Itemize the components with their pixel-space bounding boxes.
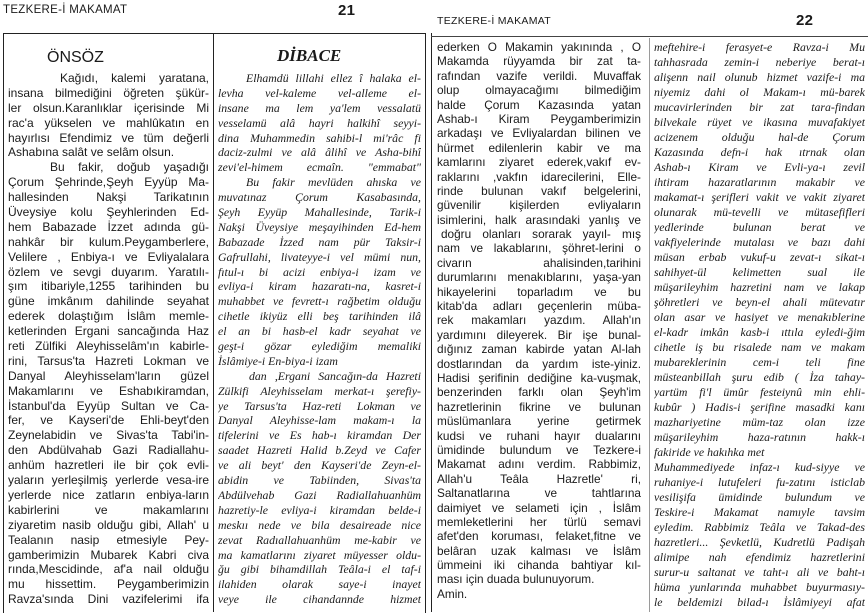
text-line: Tealanın nasip etmesiyle Pey- xyxy=(8,532,209,547)
text-line: yartüm fi'l ümûr festeiynû min ehli- xyxy=(654,385,865,399)
text-line: Ashab-ı Kiram Peygamberimizin xyxy=(437,111,641,126)
text-line: Zülkifi Aleyhisselam merkat-ı şerefiy- xyxy=(218,383,421,398)
text-line: Amin. xyxy=(437,586,468,601)
text-line: mubareklerinin cem-i teli fine xyxy=(654,355,865,369)
text-line: civarın ahalisinden,tarihini xyxy=(437,255,641,270)
text-line: hürmet edilenlerin kabir ve ma xyxy=(437,140,641,155)
text-line: müslümanlara yerine getirmek xyxy=(437,414,641,429)
text-line: olunarak mü-tevelli ve mütasefifleri xyxy=(654,205,865,219)
text-line: Elhamdü lillahi ellez î halaka el- xyxy=(246,71,421,85)
text-line: evliya-i kiram hazaratı-na, kasret-i xyxy=(218,279,421,294)
text-line: şöhretleri ve beyn-el ahali mütevatır xyxy=(654,295,865,309)
text-line: hem Babazade İzzet adında gü- xyxy=(8,219,209,234)
text-line: hazretleri... Şevketlü, Kudretlü Padişah xyxy=(654,535,865,549)
text-line: dan ,Ergani Sancağın-da Hazreti xyxy=(249,368,421,383)
running-title: TEZKERE-İ MAKAMAT xyxy=(437,15,551,27)
text-line: rında,Mescidinde, af'a nail olduğu xyxy=(8,562,209,577)
text-line: hayırlısı Efendimiz ve tüm değerli xyxy=(8,130,209,145)
text-line: Bu fakir mevlüden ahıska ve xyxy=(246,175,421,190)
text-line: levha vel-kaleme vel-alleme el- xyxy=(218,85,421,100)
text-line: Ravza'sında Dini vazifelerimi ifa xyxy=(8,592,209,607)
text-line: vesselamü alâ hayri halkihî seyyi- xyxy=(218,115,421,130)
text-line: şım itibariyle,1255 tarihinden bu xyxy=(8,279,209,294)
text-line: surur-u saltanat ve taht-ı ali ve baht-ı xyxy=(654,565,865,579)
text-line: Kazasında defn-i hak ıtrnak olan xyxy=(654,145,865,159)
text-line: cihetle iş bu risalede nam ve makam xyxy=(654,340,865,354)
text-line: İstanbul'da Eyyüp Sultan ve Ca- xyxy=(8,398,209,413)
text-line: ve ali beyt' den Kayseri'de Zeyn-el- xyxy=(218,458,421,473)
text-line: ihtiram hazaratlarının makabir ve xyxy=(654,175,865,189)
text-line: afet'den koruması, felaket,fitne ve xyxy=(437,529,641,544)
text-line: daciz-zulmi ve alâ âlihî ve Asha-bihî xyxy=(218,145,421,160)
text-line: bilvekale rüyet ve ikasına muvafakiyet xyxy=(654,115,865,129)
text-line: rafından vazife verildi. Muvaffak xyxy=(437,68,641,83)
text-line: ümmeini iki cihanda bahtiyar kıl- xyxy=(437,558,641,573)
text-line: raklarını ,vakfın idarecilerini, Elle- xyxy=(437,169,641,184)
text-line: müsan erbab vukuf-u zevat-ı sikat-ı xyxy=(654,250,865,264)
text-line: gamberimizin Mubarek Kabri civa xyxy=(8,547,209,562)
text-line: meskıı nede ve bila desaireade nice xyxy=(218,517,421,532)
text-line: olup olmayacağımı bilmediğim xyxy=(437,83,641,98)
text-line: mu hissettim. Peygamberimizin xyxy=(8,577,209,592)
text-line: muhabbet ve fevrett-ı rağbetim olduğu xyxy=(218,294,421,309)
text-line: hazretlerinin fikrine ve bulunan xyxy=(437,399,641,414)
text-line: ması için duada bulunuyorum. xyxy=(437,572,595,587)
text-line: Makamlarını ve Eshabıkiramdan, xyxy=(8,383,209,398)
text-line: eyledim. Rabbimiz Teâla ve Takad-des xyxy=(654,520,865,534)
text-line: benzerinden farklı olan Şeyh'im xyxy=(437,385,641,400)
text-line: fıtul-ı bi acizi enbiya-i izam ve xyxy=(218,264,421,279)
text-line: güvenilir kişilerden evliyaların xyxy=(437,198,641,213)
text-line: Hadisi şerifinin dediğine ka-vuşmak, xyxy=(437,370,641,385)
section-heading-onsoz: ÖNSÖZ xyxy=(47,49,104,66)
text-line: İslâmiye-i En-biya-i izam xyxy=(218,353,338,368)
text-line: ederken O Makamin yakınında , O xyxy=(437,40,641,54)
text-line: ğu gibi bihamdillah Teâla-i el taf-i xyxy=(218,562,421,577)
text-line: doğru olanları sorarak yayıl- mış xyxy=(441,227,641,242)
text-line: olan asar ve hasiyet ve menakıblerine xyxy=(654,310,865,324)
text-line: Velilere , Enbiya-ı ve Evliyalalara xyxy=(8,249,209,264)
text-line: ma kamatlarını ziyaret müyesser oldu- xyxy=(218,547,421,562)
text-line: fakiride ve hakıhka met xyxy=(654,445,765,459)
text-line: Makamda rüyyamda bir zat ta- xyxy=(437,54,641,69)
text-line: Babazade İzzed nam pür Taksir-i xyxy=(218,234,421,249)
text-line: vesilişifa ümidinde bulundum ve xyxy=(654,490,865,504)
text-line: yaların yerleşilmiş yerlerde vesa-ire xyxy=(8,473,209,488)
text-line: insana bilmediğini öğreten şükür- xyxy=(8,85,209,100)
text-line: nam ve lakablarını, şöhret-lerini o xyxy=(437,241,641,256)
text-line: hikayelerini toparladım ve bu xyxy=(437,284,641,299)
text-line: den Abdülvahab Gazi Radiallahu- xyxy=(8,443,209,458)
text-line: kudsi ve ruhani hayır dualarını xyxy=(437,428,641,443)
text-line: alimipe nah efendimiz hazretlerini xyxy=(654,550,865,564)
text-line: reti Zülfiki Aleyhisselâm'ın kabirle- xyxy=(8,339,209,354)
page-top-rule xyxy=(431,36,868,37)
text-line: alişenn nail olunub hizmet vazife-i ma xyxy=(654,70,865,84)
text-line: ederek dolaştığım İslâm memle- xyxy=(8,309,209,324)
text-line: ketlerinden Ergani sancağında Haz xyxy=(8,324,209,339)
text-line: niyemiz dahi ol Makam-ı mü-barek xyxy=(654,85,865,99)
text-line: memleketlerini her türlü semavi xyxy=(437,514,641,529)
text-line: kamlarını ziyaret ederek,vakıf ev- xyxy=(437,155,641,170)
text-line: el-kadr imkân kasb-i ıttıla eyledi-ğim xyxy=(654,325,865,339)
text-line: geşt-i gözar eylediğim memaliki xyxy=(218,339,421,354)
text-line: le beldemizi bilad-ı İslâmiyeyi afat xyxy=(654,595,865,609)
text-line: tahhasrada zemin-i neberiye berat-ı xyxy=(654,55,865,69)
text-line: yardımını dileyerek. Bir işe bunal- xyxy=(437,327,641,342)
text-line: fer, ve Kayseri'de Ehli-beyt'den xyxy=(8,413,209,428)
text-line: Bu fakir, doğub yaşadığı xyxy=(50,160,209,175)
text-line: tifelerini ve Es hab-ı kiramdan Der xyxy=(218,428,421,443)
section-heading-dibace: DİBACE xyxy=(277,46,342,65)
text-line: Makamat adını verdim. Rabbimiz, xyxy=(437,457,641,472)
text-line: vakfiyelerinde mutalası ve bazı dahi xyxy=(654,235,865,249)
text-line: ruhaniye-i lutufeleri fu-zatını isticlab xyxy=(654,475,865,489)
text-line: hallesinden Nakşi Tarikatının xyxy=(8,190,209,205)
page-number: 21 xyxy=(338,2,356,19)
text-line: müsteanbillah şuru edib ( İza tahay- xyxy=(654,370,865,384)
text-line: mazhariyetine müm-taz olan izze xyxy=(654,415,865,429)
text-line: dığınız zaman kabirde yatan Al-lah xyxy=(437,342,641,357)
text-line: zevi'el-himem ecmaîn. "emmabat" xyxy=(218,160,421,175)
text-line: güne imkânım dahilinde seyahat xyxy=(8,294,209,309)
text-line: Nakşi Üveysiye meşayihinden Ed-hem xyxy=(218,219,421,234)
page-number: 22 xyxy=(796,12,814,29)
text-line: Zeynelabidin ve Sivas'ta Tabi'in- xyxy=(8,428,209,443)
text-line: Çorum Şehrinde,Şeyh Eyyüp Ma- xyxy=(8,175,209,190)
text-line: muvatınaz Çorum Kasabasında, xyxy=(218,190,421,205)
text-line: durumlarını menakıblarını, yaşa-yan xyxy=(437,270,641,285)
text-line: makamat-ı şerifleri vakit ve vakit ziyaret xyxy=(654,190,865,204)
text-line: Danyal Aleyhisse-lam makam-ı la xyxy=(218,413,421,428)
text-line: veye ile cihandannde hizmet xyxy=(218,592,421,607)
text-line: ilahiden olarak saye-i inayet xyxy=(218,577,421,592)
text-line: Teskire-i Makamat namıyle tavsim xyxy=(654,505,865,519)
text-line: rac'a yükselen ve mahlûkatın en xyxy=(8,115,209,130)
text-line: kubûr ) Hadis-i şerifine masadki kanı xyxy=(654,400,865,414)
text-line: hüma yunlarında muhabbet buyurmasıy- xyxy=(654,580,865,594)
text-line: kabirlerini ve makamlarını xyxy=(8,502,209,517)
text-line: rinde bulunan vakıf belgelerini, xyxy=(437,183,641,198)
page-border xyxy=(431,33,432,612)
text-line: Muhammediyede infaz-ı kud-siyye ve xyxy=(654,460,865,474)
text-line: ümidinde bulundum ve Tezkere-i xyxy=(437,442,641,457)
text-line: kitab'da adları geçenlerin müba- xyxy=(437,299,641,314)
text-line: cihetle ikiyüz elli beş tarihinden ilâ xyxy=(218,309,421,324)
text-line: hazretiy-le evliya-i kiramdan belde-i xyxy=(218,502,421,517)
text-line: müşarileyhim hazretini nam ve lakap xyxy=(654,280,865,294)
column-divider xyxy=(213,33,214,612)
text-line: meftehire-i ferasyet-e Ravza-i Mu xyxy=(654,40,865,54)
text-line: insane ma lem ya'lem vessalatü xyxy=(218,100,421,115)
text-line: Danyal Aleyhisselam'ların güzel xyxy=(8,368,209,383)
text-line: sahihyet-ül kelimetten sual ile xyxy=(654,265,865,279)
text-line: müşarileyhim haza-ratının hakk-ı xyxy=(654,430,865,444)
text-line: acizenem olduğu hal-de Çorum xyxy=(654,130,865,144)
text-column-onsoz xyxy=(8,71,209,607)
text-line: zevat Radıallahuanhüm me-kabir ve xyxy=(218,532,421,547)
text-line: özlem ve sevgi duyarım. Yaratılı- xyxy=(8,264,209,279)
text-line: dina Muhammedin sahibi-l mi'râc fi xyxy=(218,130,421,145)
text-line: halde Çorum Kazasında yatan xyxy=(437,97,641,112)
text-line: arkadaşı ve Evliyalardan bilinen ve xyxy=(437,126,641,141)
text-line: belâran uzak kalması ve İslâm xyxy=(437,543,641,558)
text-line: rek makamları yazdım. Allah'ın xyxy=(437,313,641,328)
column-divider xyxy=(649,38,650,612)
text-line: ziyaretim nasib olduğu gibi, Allah' u xyxy=(8,517,209,532)
text-line: Allah'u Teâla Hazretle' ri, xyxy=(437,471,641,486)
text-line: Kağıdı, kalemi yaratana, xyxy=(60,71,209,85)
text-line: ye Tarsus'ta Haz-reti Lokman ve xyxy=(218,398,421,413)
text-line: Abdülvehab Gazi Radiallahuanhüm xyxy=(218,487,421,502)
text-line: anhüm hazretleri ile bir çok evli- xyxy=(8,458,209,473)
text-line: Üveysiye kolu Şeyhlerinden Ed- xyxy=(8,205,209,220)
text-line: Gafrullahi, livateyye-i vel mümi nun, xyxy=(218,249,421,264)
text-line: Şeyh Eyyüp Mahallesinde, Tarik-i xyxy=(218,205,421,220)
text-column-left xyxy=(437,40,641,601)
text-line: Ashab-ı Kiram ve Evli-ya-ı zevil xyxy=(654,160,865,174)
text-line: Ashabına salât ve selâm olsun. xyxy=(8,145,175,160)
text-line: saadet Hazreti Halid b.Zeyd ve Cafer xyxy=(218,443,421,458)
text-line: daimiyet ve selameti için , İslâm xyxy=(437,500,641,515)
text-line: isimlerini, halk arasındaki yanlış ve xyxy=(437,212,641,227)
text-line: dostlarından da yardım iste-yiniz. xyxy=(437,356,641,371)
text-line: yedlerinde bulunan berat ve xyxy=(654,220,865,234)
text-line: yerlerde nice zatların enbiya-ların xyxy=(8,487,209,502)
text-line: el an bi hasb-el kadr seyahat ve xyxy=(218,324,421,339)
text-line: ler olsun.Karanlıklar içerisinde Mi xyxy=(8,100,209,115)
text-column-right xyxy=(654,40,865,610)
text-line: abidin ve Tabiinden, Sivas'ta xyxy=(218,473,421,488)
text-line: mucavirlerinden bir zat tara-findan xyxy=(654,100,865,114)
text-line: rini, Tarsus'ta Hazreti Lokman ve xyxy=(8,353,209,368)
text-line: Saltanatlarına ve tahtlarına xyxy=(437,486,641,501)
running-title: TEZKERE-İ MAKAMAT xyxy=(3,4,128,16)
text-column-dibace xyxy=(218,71,421,607)
text-line: nahkâr bir kulum.Peygamberlere, xyxy=(8,234,209,249)
